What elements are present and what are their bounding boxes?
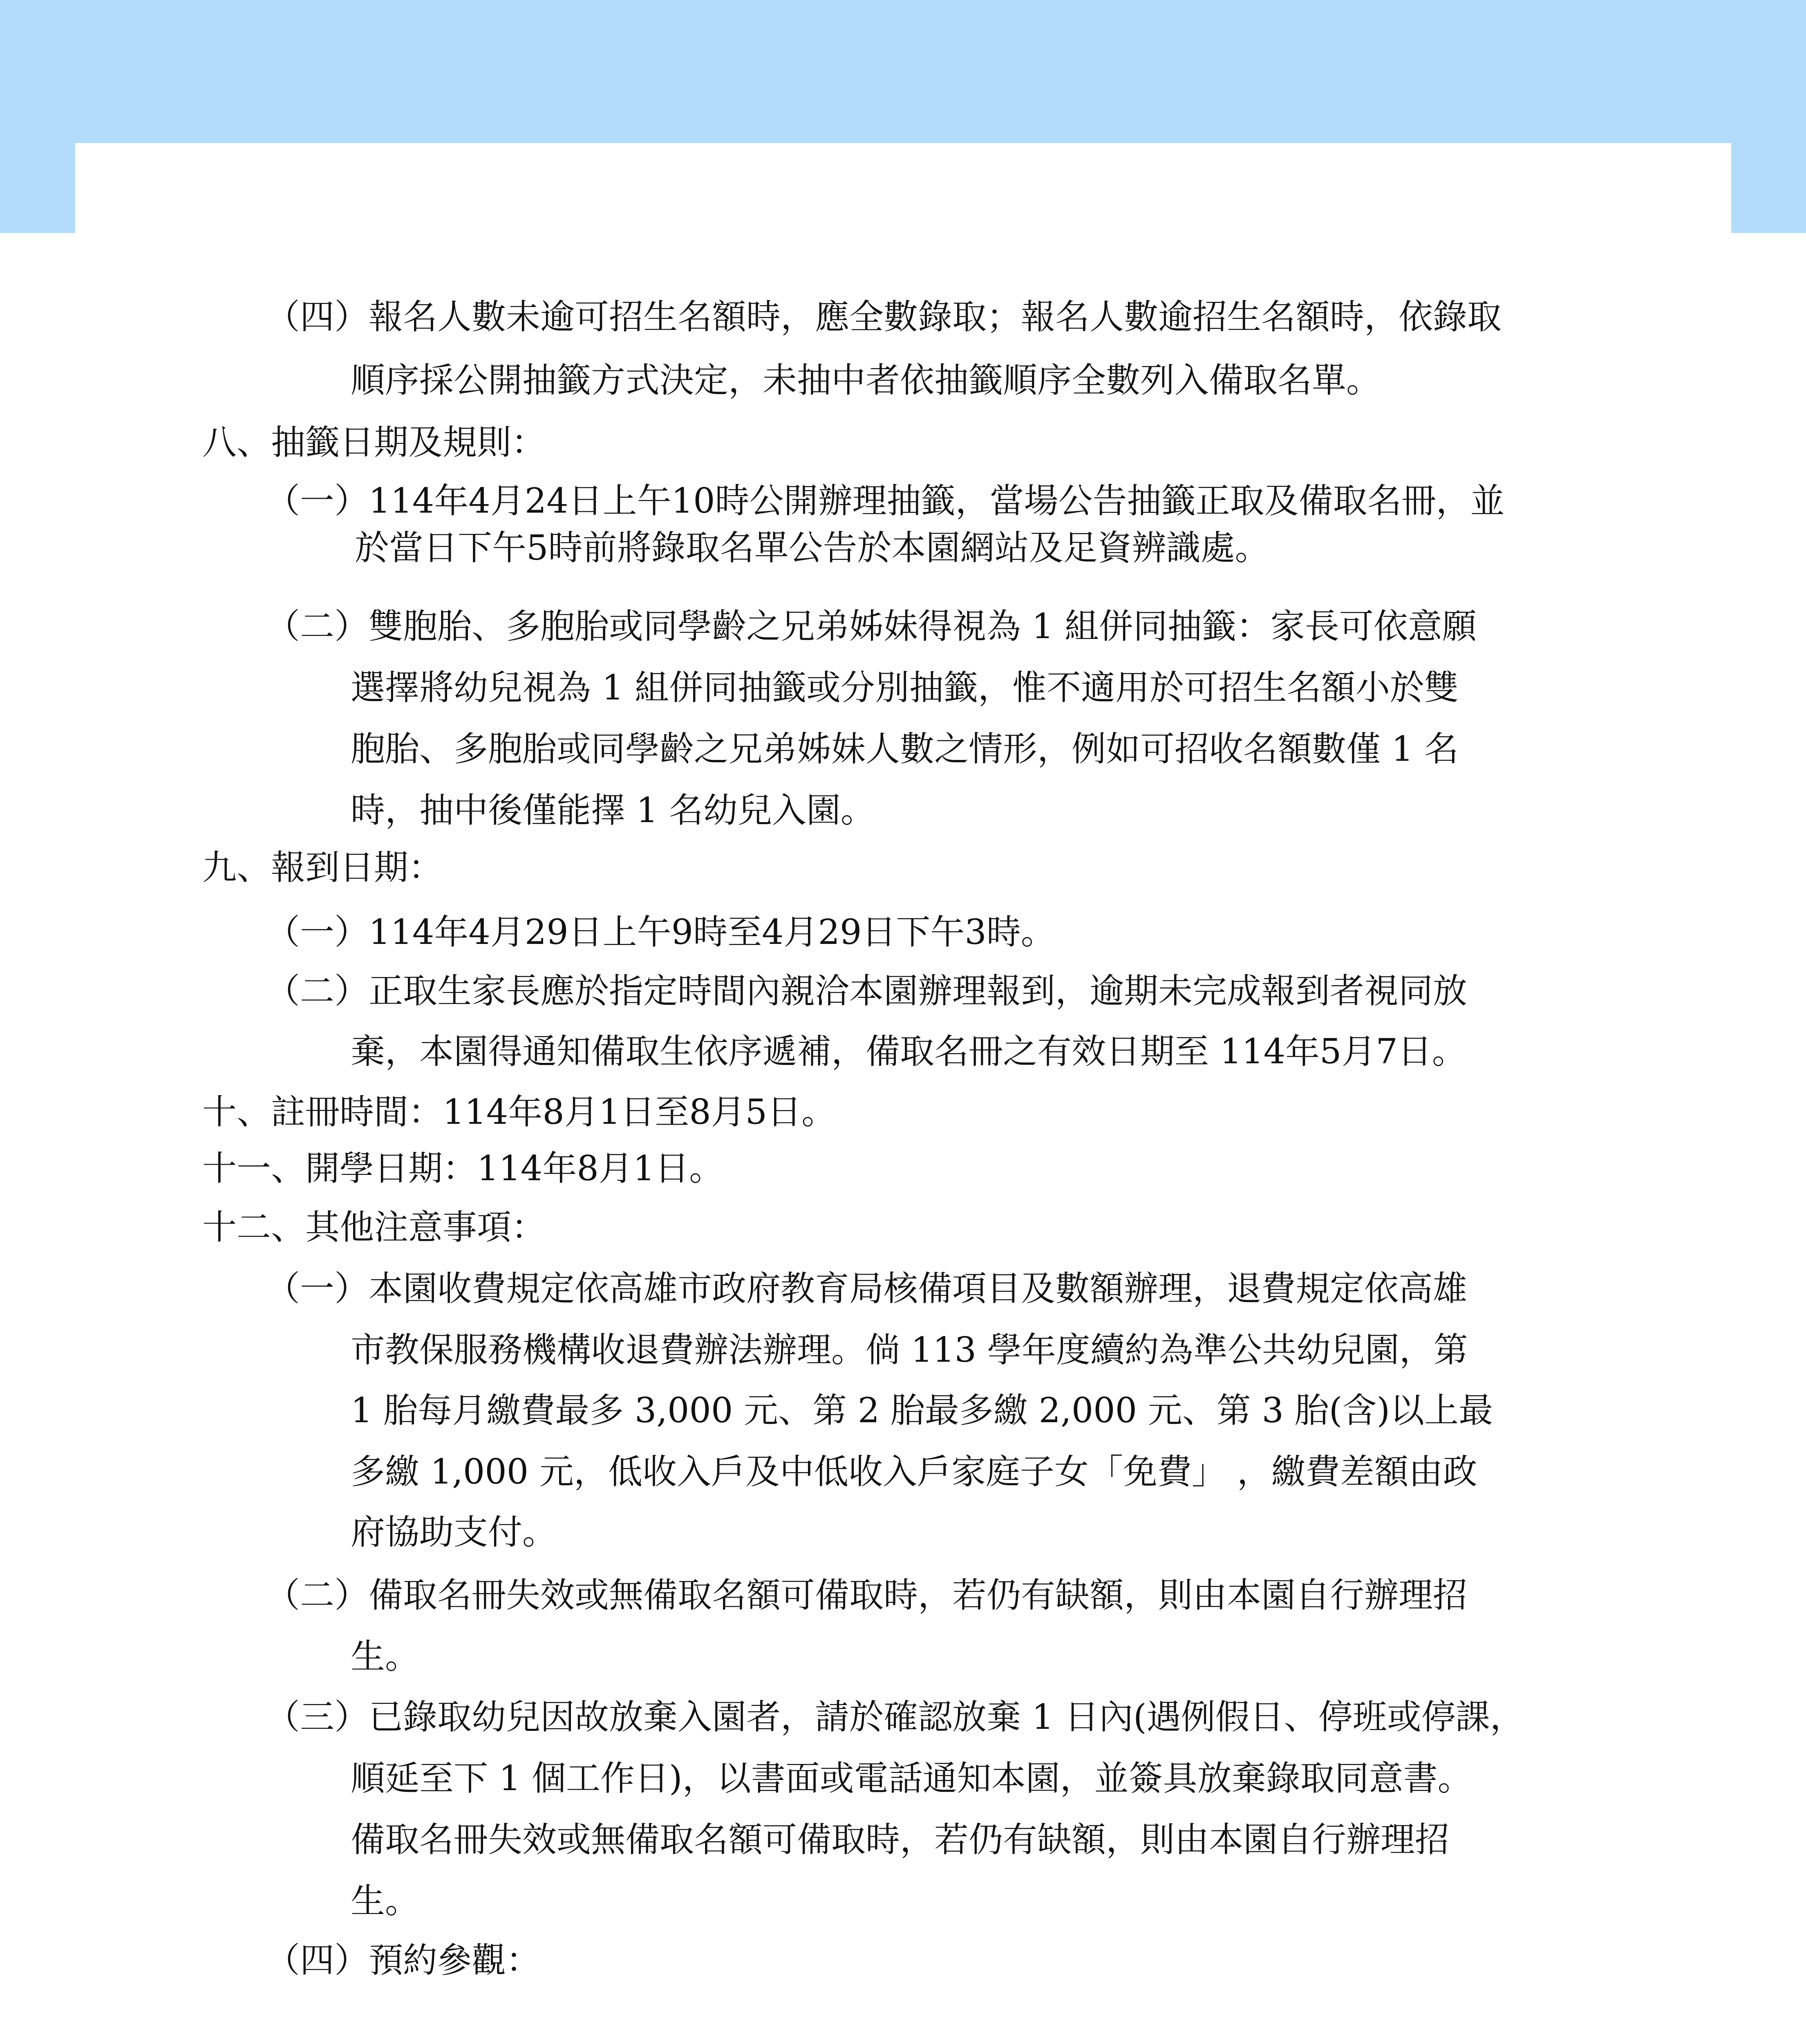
- text-line: 於當日下午5時前將錄取名單公告於本園網站及足資辨識處。: [355, 528, 1269, 568]
- text-line: 時，抽中後僅能擇 1 名幼兒入園。: [351, 790, 875, 830]
- text-line: 生。: [351, 1636, 420, 1676]
- text-line: 順延至下 1 個工作日)，以書面或電話通知本園，並簽具放棄錄取同意書。: [351, 1758, 1472, 1798]
- text-line: 府協助支付。: [351, 1512, 557, 1552]
- text-line: 順序採公開抽籤方式決定，未抽中者依抽籤順序全數列入備取名單。: [351, 360, 1381, 400]
- text-line: （四）報名人數未逾可招生名額時，應全數錄取；報名人數逾招生名額時，依錄取: [266, 297, 1502, 337]
- text-line: 棄，本園得通知備取生依序遞補，備取名冊之有效日期至 114年5月7日。: [351, 1031, 1466, 1071]
- text-line: 生。: [351, 1881, 420, 1921]
- text-line: （二）備取名冊失效或無備取名額可備取時，若仍有缺額，則由本園自行辦理招: [266, 1575, 1468, 1615]
- text-line: 選擇將幼兒視為 1 組併同抽籤或分別抽籤，惟不適用於可招生名額小於雙: [351, 668, 1459, 708]
- text-line: （一）114年4月29日上午9時至4月29日下午3時。: [266, 912, 1055, 952]
- section-heading: 十、註冊時間：114年8月1日至8月5日。: [202, 1092, 836, 1132]
- text-line: 多繳 1,000 元，低收入戶及中低收入戶家庭子女「免費」 ，繳費差額由政: [351, 1452, 1477, 1492]
- text-line: 備取名冊失效或無備取名額可備取時，若仍有缺額，則由本園自行辦理招: [351, 1820, 1450, 1860]
- section-heading: 九、報到日期：: [202, 847, 443, 888]
- text-line: 1 胎每月繳費最多 3,000 元、第 2 胎最多繳 2,000 元、第 3 胎(含)以上最: [351, 1390, 1493, 1430]
- section-heading: 十二、其他注意事項：: [202, 1207, 546, 1247]
- text-line: （二）雙胞胎、多胞胎或同學齡之兄弟姊妹得視為 1 組併同抽籤：家長可依意願: [266, 606, 1477, 646]
- text-line: （三）已錄取幼兒因故放棄入園者，請於確認放棄 1 日內(遇例假日、停班或停課，: [266, 1697, 1524, 1737]
- text-line: （二）正取生家長應於指定時間內親洽本園辦理報到，逾期未完成報到者視同放: [266, 971, 1468, 1011]
- section-heading: 十一、開學日期：114年8月1日。: [202, 1148, 724, 1188]
- text-line: 胞胎、多胞胎或同學齡之兄弟姊妹人數之情形，例如可招收名額數僅 1 名: [351, 729, 1459, 769]
- text-line: （一）本園收費規定依高雄市政府教育局核備項目及數額辦理，退費規定依高雄: [266, 1269, 1468, 1309]
- text-line: （四）預約參觀：: [266, 1940, 541, 1980]
- text-line: （一）114年4月24日上午10時公開辦理抽籤，當場公告抽籤正取及備取名冊，並: [266, 481, 1505, 521]
- text-line: 市教保服務機構收退費辦法辦理。倘 113 學年度續約為準公共幼兒園，第: [351, 1330, 1468, 1370]
- section-heading: 八、抽籤日期及規則：: [202, 422, 546, 462]
